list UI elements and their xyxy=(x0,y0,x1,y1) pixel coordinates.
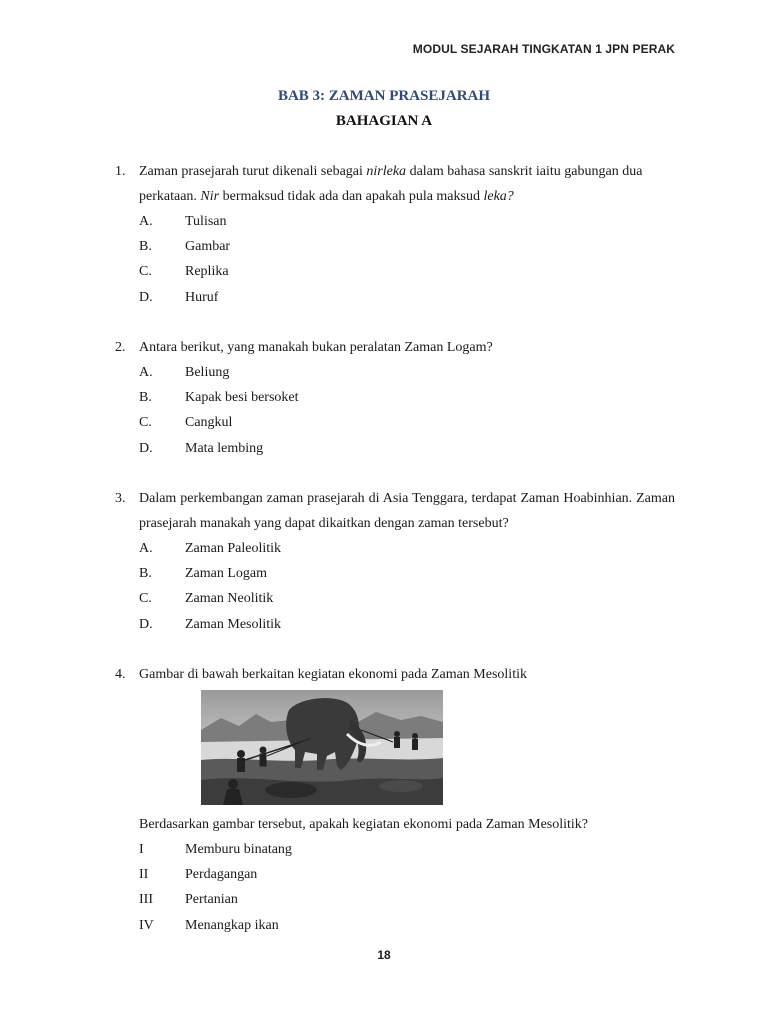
statement-iii: III Pertanian xyxy=(139,892,238,908)
question-number: 3. xyxy=(115,491,126,506)
option-a: A. Beliung xyxy=(139,365,230,380)
chapter-title: BAB 3: ZAMAN PRASEJARAH xyxy=(277,88,491,104)
question-2 xyxy=(115,335,675,461)
option-b: B. Gambar xyxy=(139,239,231,255)
statement-i: I Memburu binatang xyxy=(139,842,292,857)
question-number: 4. xyxy=(115,667,126,682)
statement-iv: IV Menangkap ikan xyxy=(139,917,279,933)
options-list xyxy=(139,209,675,310)
option-d: D. Huruf xyxy=(139,289,219,305)
option-b: B. Kapak besi bersoket xyxy=(139,390,299,406)
page-header: MODUL SEJARAH TINGKATAN 1 JPN PERAK xyxy=(412,42,675,56)
question-stem-2: Berdasarkan gambar tersebut, apakah kegiatan ekonomi pada Zaman Mesolitik? xyxy=(139,817,588,832)
statement-ii: II Perdagangan xyxy=(139,867,258,883)
question-stem: Dalam perkembangan zaman prasejarah di Asia Tenggara, terdapat Zaman Hoabinhian. Zaman prasejarah manakah yang dapat dikaitkan dengan zaman tersebut? xyxy=(139,491,675,531)
question-stem: Zaman prasejarah turut dikenali sebagai nirleka dalam bahasa sanskrit iaitu gabungan dua perkataan. Nir bermaksud tidak ada dan apakah pula maksud leka? xyxy=(139,164,643,204)
option-a: A. Tulisan xyxy=(139,214,227,229)
section-title: BAHAGIAN A xyxy=(335,113,433,129)
options-list xyxy=(139,536,675,637)
question-number: 1. xyxy=(115,164,126,179)
mammoth-hunt-illustration xyxy=(201,690,443,805)
option-c: C. Cangkul xyxy=(139,415,233,431)
option-b: B. Zaman Logam xyxy=(139,566,268,582)
option-a: A. Zaman Paleolitik xyxy=(139,541,282,556)
option-c: C. Zaman Neolitik xyxy=(139,591,274,607)
options-list xyxy=(139,360,675,461)
question-stem: Antara berikut, yang manakah bukan peralatan Zaman Logam? xyxy=(139,340,493,355)
question-stem: Gambar di bawah berkaitan kegiatan ekonomi pada Zaman Mesolitik xyxy=(139,667,527,682)
option-d: D. Mata lembing xyxy=(139,440,264,456)
option-d: D. Zaman Mesolitik xyxy=(139,616,282,632)
option-c: C. Replika xyxy=(139,264,229,280)
question-3 xyxy=(115,486,675,637)
page-number: 18 xyxy=(377,948,391,962)
question-4 xyxy=(115,662,675,687)
statements-list xyxy=(139,837,675,938)
question-number: 2. xyxy=(115,340,126,355)
question-1 xyxy=(115,159,675,310)
question-4-continued xyxy=(115,812,675,938)
